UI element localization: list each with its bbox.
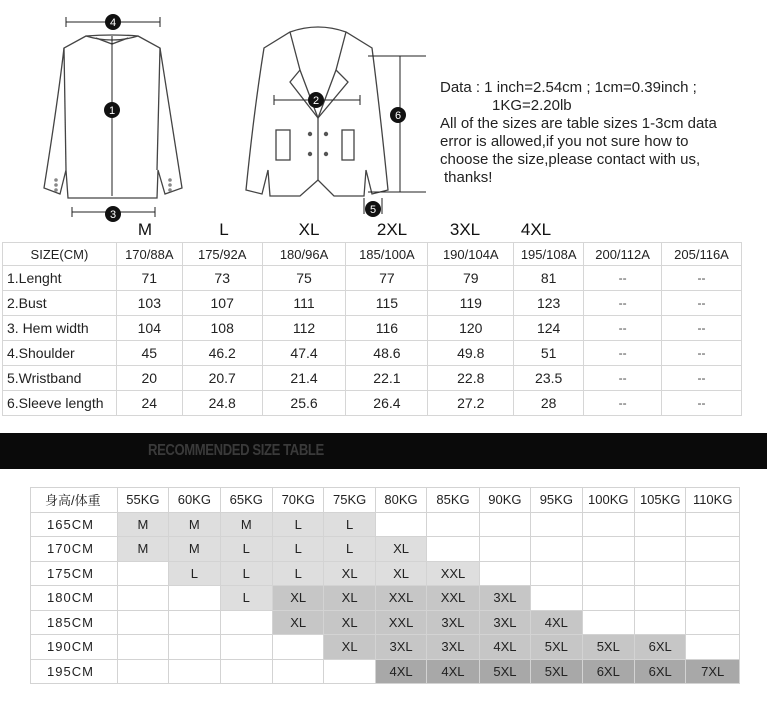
rec-row-label: 175CM — [31, 561, 118, 586]
rec-col-header: 100KG — [582, 488, 634, 513]
note-line: All of the sizes are table sizes 1-3cm data — [440, 115, 717, 132]
spec-cell: 103 — [116, 291, 182, 316]
rec-cell: XL — [324, 635, 375, 660]
marker-4 — [105, 14, 121, 30]
rec-cell: L — [220, 537, 272, 562]
spec-cell: 77 — [346, 266, 428, 291]
garment-diagram — [0, 0, 440, 232]
marker-3 — [105, 206, 121, 222]
marker-6 — [390, 107, 406, 123]
rec-cell — [117, 586, 168, 611]
rec-cell — [169, 635, 220, 660]
spec-row-label: 1.Lenght — [3, 266, 117, 291]
rec-col-header: 110KG — [686, 488, 740, 513]
rec-cell: XL — [324, 561, 375, 586]
spec-cell: 20.7 — [182, 366, 262, 391]
svg-text:4: 4 — [109, 17, 117, 29]
rec-cell — [479, 512, 530, 537]
rec-cell — [169, 659, 220, 684]
marker-1 — [104, 102, 120, 118]
spec-cell: -- — [584, 391, 662, 416]
rec-cell: 4XL — [375, 659, 426, 684]
rec-cell: 5XL — [479, 659, 530, 684]
rec-col-header: 60KG — [169, 488, 220, 513]
spec-col-header: 195/108A — [514, 243, 584, 266]
rec-cell: XXL — [427, 586, 479, 611]
spec-cell: 107 — [182, 291, 262, 316]
spec-col-header: 170/88A — [116, 243, 182, 266]
spec-row — [3, 316, 742, 341]
size-letter: 3XL — [449, 220, 481, 239]
recommended-size-banner — [0, 433, 767, 469]
spec-row — [3, 291, 742, 316]
rec-row-label: 180CM — [31, 586, 118, 611]
rec-cell — [582, 610, 634, 635]
spec-cell: 119 — [428, 291, 514, 316]
spec-cell: 75 — [262, 266, 346, 291]
rec-cell: 4XL — [479, 635, 530, 660]
spec-cell: -- — [662, 366, 742, 391]
rec-row-label: 170CM — [31, 537, 118, 562]
svg-text:6: 6 — [394, 110, 402, 122]
rec-header-row — [31, 488, 740, 513]
spec-cell: 24 — [116, 391, 182, 416]
rec-cell: 3XL — [427, 610, 479, 635]
spec-col-header: 190/104A — [428, 243, 514, 266]
note-weight: 1KG=2.20lb — [492, 97, 572, 114]
spec-row-label: 6.Sleeve length — [3, 391, 117, 416]
rec-cell: L — [324, 512, 375, 537]
rec-col-header: 105KG — [634, 488, 685, 513]
spec-cell: 45 — [116, 341, 182, 366]
spec-cell: -- — [662, 391, 742, 416]
rec-cell: M — [169, 512, 220, 537]
spec-cell: 116 — [346, 316, 428, 341]
spec-row — [3, 366, 742, 391]
spec-row-label: 5.Wristband — [3, 366, 117, 391]
svg-text:3: 3 — [109, 209, 117, 221]
rec-cell — [686, 635, 740, 660]
rec-cell — [220, 610, 272, 635]
rec-cell — [169, 586, 220, 611]
rec-cell: 5XL — [531, 635, 582, 660]
rec-cell: L — [273, 561, 324, 586]
rec-cell — [634, 561, 685, 586]
rec-cell: 6XL — [634, 635, 685, 660]
svg-text:2: 2 — [312, 95, 320, 107]
spec-corner: SIZE(CM) — [3, 243, 117, 266]
rec-cell: 6XL — [634, 659, 685, 684]
spec-col-header: 175/92A — [182, 243, 262, 266]
spec-cell: 112 — [262, 316, 346, 341]
rec-cell — [634, 512, 685, 537]
rec-cell — [273, 659, 324, 684]
spec-row-label: 2.Bust — [3, 291, 117, 316]
rec-cell: 4XL — [531, 610, 582, 635]
note-line: error is allowed,if you not sure how to — [440, 133, 689, 150]
spec-cell: 24.8 — [182, 391, 262, 416]
rec-cell: 6XL — [582, 659, 634, 684]
svg-text:1: 1 — [108, 105, 116, 117]
spec-cell: 79 — [428, 266, 514, 291]
recommended-size-table — [30, 487, 740, 684]
rec-cell — [117, 635, 168, 660]
spec-cell: -- — [584, 366, 662, 391]
rec-cell — [686, 586, 740, 611]
spec-cell: 73 — [182, 266, 262, 291]
rec-cell: L — [220, 561, 272, 586]
spec-cell: 27.2 — [428, 391, 514, 416]
banner-title: RECOMMENDED SIZE TABLE — [148, 442, 324, 459]
spec-cell: 26.4 — [346, 391, 428, 416]
rec-cell — [427, 537, 479, 562]
spec-cell: 124 — [514, 316, 584, 341]
spec-col-header: 200/112A — [584, 243, 662, 266]
size-letter: 4XL — [520, 220, 552, 239]
rec-col-header: 65KG — [220, 488, 272, 513]
rec-cell — [324, 659, 375, 684]
rec-cell — [686, 610, 740, 635]
spec-cell: -- — [584, 341, 662, 366]
note-line: thanks! — [444, 169, 493, 186]
spec-cell: 51 — [514, 341, 584, 366]
rec-cell — [686, 537, 740, 562]
rec-cell: 5XL — [582, 635, 634, 660]
rec-cell: L — [324, 537, 375, 562]
rec-cell — [634, 586, 685, 611]
rec-cell: L — [169, 561, 220, 586]
rec-row — [31, 512, 740, 537]
rec-cell: XL — [375, 537, 426, 562]
spec-cell: 49.8 — [428, 341, 514, 366]
spec-cell: 120 — [428, 316, 514, 341]
rec-cell: XL — [273, 586, 324, 611]
spec-row — [3, 266, 742, 291]
rec-cell: 3XL — [479, 610, 530, 635]
spec-col-header: 185/100A — [346, 243, 428, 266]
rec-cell: XL — [324, 586, 375, 611]
spec-col-header: 205/116A — [662, 243, 742, 266]
spec-cell: -- — [584, 266, 662, 291]
spec-cell: 28 — [514, 391, 584, 416]
rec-cell — [582, 537, 634, 562]
rec-col-header: 55KG — [117, 488, 168, 513]
marker-2 — [308, 92, 324, 108]
rec-cell — [582, 586, 634, 611]
rec-cell: 3XL — [427, 635, 479, 660]
rec-cell: L — [220, 586, 272, 611]
rec-cell: 3XL — [375, 635, 426, 660]
spec-header-row — [3, 243, 742, 266]
rec-cell — [582, 561, 634, 586]
spec-cell: 115 — [346, 291, 428, 316]
rec-cell: M — [220, 512, 272, 537]
rec-cell: 5XL — [531, 659, 582, 684]
spec-cell: 108 — [182, 316, 262, 341]
rec-cell — [634, 610, 685, 635]
rec-row — [31, 659, 740, 684]
rec-col-header: 85KG — [427, 488, 479, 513]
spec-cell: 23.5 — [514, 366, 584, 391]
rec-cell — [582, 512, 634, 537]
rec-cell: M — [169, 537, 220, 562]
spec-cell: 123 — [514, 291, 584, 316]
spec-cell: -- — [662, 316, 742, 341]
rec-row — [31, 586, 740, 611]
spec-cell: 81 — [514, 266, 584, 291]
rec-cell — [117, 659, 168, 684]
rec-col-header: 95KG — [531, 488, 582, 513]
rec-corner: 身高/体重 — [31, 488, 118, 513]
spec-cell: -- — [584, 316, 662, 341]
spec-row — [3, 341, 742, 366]
spec-cell: 21.4 — [262, 366, 346, 391]
rec-cell — [531, 537, 582, 562]
rec-cell: M — [117, 537, 168, 562]
svg-text:5: 5 — [369, 204, 377, 216]
spec-row — [3, 391, 742, 416]
rec-cell — [531, 586, 582, 611]
rec-cell: 3XL — [479, 586, 530, 611]
rec-cell — [375, 512, 426, 537]
size-spec-table — [2, 242, 742, 416]
rec-cell: XXL — [375, 586, 426, 611]
spec-cell: 22.1 — [346, 366, 428, 391]
rec-cell — [220, 659, 272, 684]
rec-row-label: 165CM — [31, 512, 118, 537]
spec-cell: 111 — [262, 291, 346, 316]
spec-cell: 48.6 — [346, 341, 428, 366]
rec-col-header: 80KG — [375, 488, 426, 513]
rec-cell — [634, 537, 685, 562]
rec-row-label: 195CM — [31, 659, 118, 684]
rec-cell — [479, 537, 530, 562]
rec-cell: XXL — [427, 561, 479, 586]
rec-cell — [427, 512, 479, 537]
size-letter: M — [137, 220, 153, 239]
spec-row-label: 4.Shoulder — [3, 341, 117, 366]
spec-row-label: 3. Hem width — [3, 316, 117, 341]
spec-col-header: 180/96A — [262, 243, 346, 266]
rec-col-header: 75KG — [324, 488, 375, 513]
rec-cell: XXL — [375, 610, 426, 635]
rec-cell — [117, 561, 168, 586]
size-letter: 2XL — [376, 220, 408, 239]
rec-col-header: 70KG — [273, 488, 324, 513]
rec-cell: XL — [375, 561, 426, 586]
rec-cell: M — [117, 512, 168, 537]
rec-row — [31, 561, 740, 586]
rec-cell — [531, 512, 582, 537]
note-line: choose the size,please contact with us, — [440, 151, 701, 168]
spec-cell: 47.4 — [262, 341, 346, 366]
spec-cell: 20 — [116, 366, 182, 391]
rec-cell — [117, 610, 168, 635]
front-view-jacket — [246, 27, 388, 196]
rec-row-label: 190CM — [31, 635, 118, 660]
rec-row — [31, 610, 740, 635]
spec-cell: -- — [584, 291, 662, 316]
rec-row — [31, 635, 740, 660]
spec-cell: -- — [662, 341, 742, 366]
rec-row — [31, 537, 740, 562]
size-letter: L — [219, 220, 229, 239]
rec-row-label: 185CM — [31, 610, 118, 635]
size-letter: XL — [298, 220, 320, 239]
marker-5 — [365, 201, 381, 217]
rec-cell: XL — [273, 610, 324, 635]
rec-cell: 4XL — [427, 659, 479, 684]
spec-cell: -- — [662, 291, 742, 316]
spec-cell: 104 — [116, 316, 182, 341]
rec-cell — [273, 635, 324, 660]
spec-cell: 25.6 — [262, 391, 346, 416]
spec-cell: -- — [662, 266, 742, 291]
rec-cell: L — [273, 512, 324, 537]
note-conversion: Data : 1 inch=2.54cm ; 1cm=0.39inch ; — [440, 79, 697, 96]
rec-cell — [169, 610, 220, 635]
rec-cell: 7XL — [686, 659, 740, 684]
rec-cell — [220, 635, 272, 660]
rec-cell — [686, 512, 740, 537]
rec-cell: XL — [324, 610, 375, 635]
spec-cell: 22.8 — [428, 366, 514, 391]
rec-cell — [531, 561, 582, 586]
rec-col-header: 90KG — [479, 488, 530, 513]
spec-cell: 46.2 — [182, 341, 262, 366]
rec-cell: L — [273, 537, 324, 562]
rec-cell — [479, 561, 530, 586]
spec-cell: 71 — [116, 266, 182, 291]
rec-cell — [686, 561, 740, 586]
